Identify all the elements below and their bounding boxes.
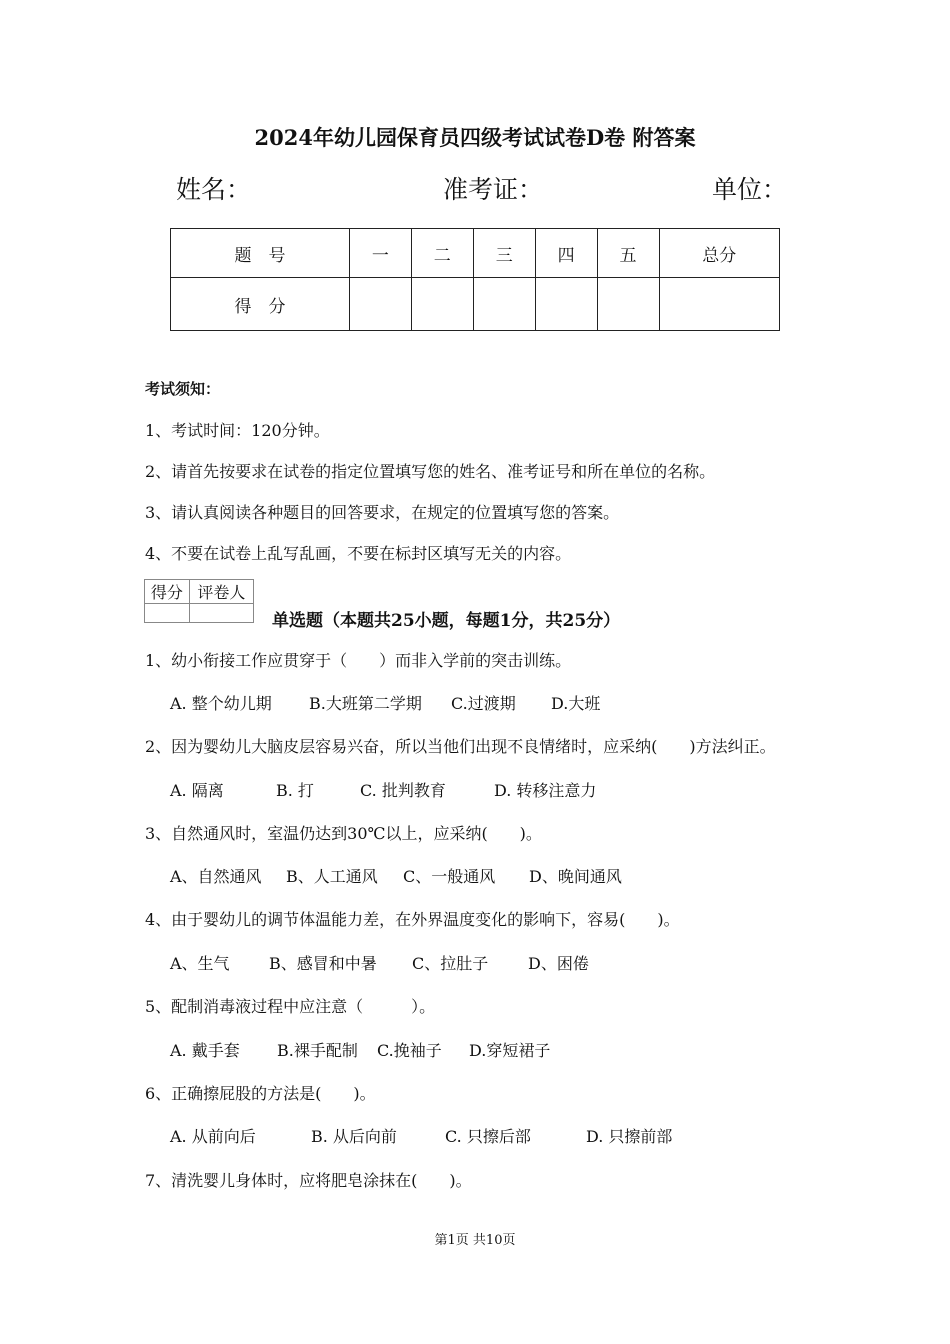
question-options	[170, 691, 600, 714]
notice-item: 1、考试时间：120分钟。	[145, 421, 330, 440]
name-label: 姓名：	[176, 175, 252, 204]
option: D、困倦	[528, 954, 589, 973]
header-cell: 一	[349, 229, 411, 278]
question-options	[170, 778, 596, 801]
score-cell[interactable]	[659, 278, 779, 331]
option: D.穿短裙子	[469, 1041, 551, 1060]
header-cell: 二	[411, 229, 473, 278]
score-cell[interactable]	[597, 278, 659, 331]
question-text: 1、幼小衔接工作应贯穿于（ ）而非入学前的突击训练。	[145, 651, 572, 670]
header-cell: 五	[597, 229, 659, 278]
exam-id-label: 准考证：	[443, 175, 544, 204]
question-text: 5、配制消毒液过程中应注意（ ）。	[145, 997, 436, 1016]
header-cell: 三	[473, 229, 535, 278]
header-cell: 题 号	[171, 229, 350, 278]
question-text: 4、由于婴幼儿的调节体温能力差，在外界温度变化的影响下，容易( )。	[145, 910, 680, 929]
option: B.裸手配制	[277, 1041, 358, 1060]
score-cell[interactable]	[473, 278, 535, 331]
question-text: 2、因为婴幼儿大脑皮层容易兴奋，所以当他们出现不良情绪时，应采纳( )方法纠正。	[145, 737, 776, 756]
question-text: 7、清洗婴儿身体时，应将肥皂涂抹在( )。	[145, 1171, 472, 1190]
score-cell[interactable]	[535, 278, 597, 331]
grader-name-cell[interactable]	[189, 604, 253, 623]
row-label-cell: 得 分	[171, 278, 350, 331]
option: B. 从后向前	[311, 1127, 397, 1146]
section-title: 单选题（本题共25小题，每题1分，共25分）	[272, 611, 621, 631]
option: D、晚间通风	[529, 867, 622, 886]
option: B. 打	[276, 781, 314, 800]
option: B、人工通风	[286, 867, 378, 886]
option: B.大班第二学期	[309, 694, 422, 713]
option: A. 隔离	[170, 781, 224, 800]
option: A、生气	[170, 954, 230, 973]
unit-label: 单位：	[712, 175, 788, 204]
option: C.挽袖子	[377, 1041, 442, 1060]
header-cell: 四	[535, 229, 597, 278]
option: C. 批判教育	[360, 781, 446, 800]
grader-score-cell[interactable]	[145, 604, 190, 623]
option: A. 戴手套	[170, 1041, 240, 1060]
score-table-header-row	[171, 229, 780, 278]
notice-item: 2、请首先按要求在试卷的指定位置填写您的姓名、准考证号和所在单位的名称。	[145, 462, 716, 481]
option: A、自然通风	[170, 867, 262, 886]
page-footer: 第1页 共10页	[434, 1233, 516, 1248]
option: B、感冒和中暑	[269, 954, 377, 973]
option: C. 只擦后部	[445, 1127, 531, 1146]
grader-box	[144, 579, 254, 623]
option: C.过渡期	[451, 694, 516, 713]
grader-score-label: 得分	[145, 580, 190, 604]
question-options	[170, 1124, 672, 1147]
option: A. 从前向后	[170, 1127, 256, 1146]
score-cell[interactable]	[411, 278, 473, 331]
question-options	[170, 864, 622, 887]
notice-item: 3、请认真阅读各种题目的回答要求，在规定的位置填写您的答案。	[145, 503, 620, 522]
question-text: 3、自然通风时，室温仍达到30℃以上，应采纳( )。	[145, 824, 542, 843]
header-cell: 总分	[659, 229, 779, 278]
question-options	[170, 951, 589, 974]
option: A. 整个幼儿期	[170, 694, 272, 713]
question-options	[170, 1038, 550, 1061]
question-text: 6、正确擦屁股的方法是( )。	[145, 1084, 376, 1103]
score-table-score-row	[171, 278, 780, 331]
option: C、一般通风	[403, 867, 496, 886]
notice-title: 考试须知：	[145, 380, 221, 398]
option: D. 转移注意力	[494, 781, 597, 800]
grader-name-label: 评卷人	[189, 580, 253, 604]
score-cell[interactable]	[349, 278, 411, 331]
option: D. 只擦前部	[586, 1127, 673, 1146]
option: C、拉肚子	[412, 954, 489, 973]
page-title: 2024年幼儿园保育员四级考试试卷D卷 附答案	[254, 125, 696, 150]
score-table	[170, 228, 780, 331]
option: D.大班	[551, 694, 601, 713]
notice-item: 4、不要在试卷上乱写乱画，不要在标封区填写无关的内容。	[145, 544, 572, 563]
